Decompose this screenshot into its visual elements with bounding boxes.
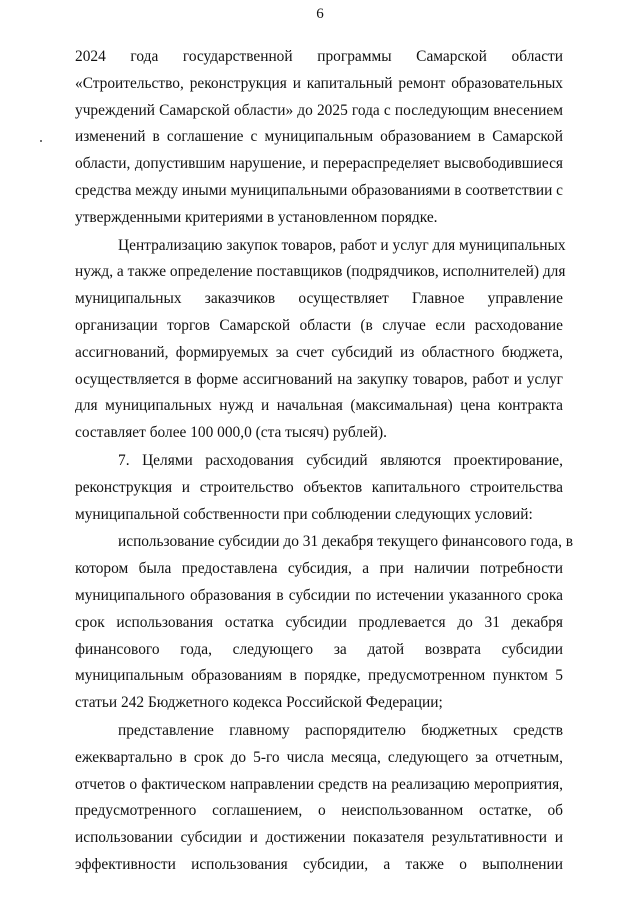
text-line: статьи 242 Бюджетного кодекса Российской Федерации; bbox=[75, 694, 443, 712]
text-line: предусмотренного соглашением, о неиспользованном остатке, об bbox=[75, 802, 563, 820]
text-line: утвержденными критериями в установленном порядке. bbox=[75, 208, 438, 226]
text-line: составляет более 100 000,0 (ста тысяч) рублей). bbox=[75, 424, 388, 442]
text-line: изменений в соглашение с муниципальным образованием в Самарской bbox=[75, 128, 563, 146]
text-line: ассигнований, формируемых за счет субсидий из областного бюджета, bbox=[75, 343, 563, 361]
text-line: для муниципальных нужд и начальная (максимальная) цена контракта bbox=[75, 397, 563, 415]
text-line: отчетов о фактическом направлении средств на реализацию мероприятия, bbox=[75, 775, 563, 793]
text-line: реконструкция и строительство объектов капитального строительства bbox=[75, 478, 563, 496]
margin-dot bbox=[40, 140, 42, 142]
paragraph bbox=[75, 718, 563, 879]
text-line: 7. Целями расходования субсидий являются проектирование, bbox=[118, 451, 563, 469]
text-line: использование субсидии до 31 декабря текущего финансового года, в bbox=[118, 533, 574, 551]
text-line: области, допустившим нарушение, и перераспределяет высвободившиеся bbox=[75, 155, 563, 173]
text-line: средства между иными муниципальными образованиями в соответствии с bbox=[75, 181, 563, 199]
text-line: учреждений Самарской области» до 2025 года с последующим внесением bbox=[75, 101, 563, 119]
text-line: «Строительство, реконструкция и капитальный ремонт образовательных bbox=[75, 74, 563, 92]
text-line: 2024 года государственной программы Самарской области bbox=[75, 48, 563, 65]
text-line: осуществляется в форме ассигнований на закупку товаров, работ и услуг bbox=[75, 370, 563, 388]
text-line: котором была предоставлена субсидия, а при наличии потребности bbox=[75, 560, 563, 578]
text-line: финансового года, следующего за датой возврата субсидии bbox=[75, 640, 563, 658]
text-line: муниципальных заказчиков осуществляет Главное управление bbox=[75, 290, 563, 308]
text-line: муниципального образования в субсидии по истечении указанного срока bbox=[75, 586, 563, 604]
text-line: ежеквартально в срок до 5-го числа месяца, следующего за отчетным, bbox=[75, 748, 563, 766]
paragraph bbox=[75, 233, 566, 447]
text-line: эффективности использования субсидии, а также о выполнении bbox=[75, 855, 563, 873]
paragraph bbox=[75, 44, 563, 232]
text-line: нужд, а также определение поставщиков (подрядчиков, исполнителей) для bbox=[75, 263, 566, 281]
text-line: Централизацию закупок товаров, работ и услуг для муниципальных bbox=[118, 236, 566, 254]
paragraph bbox=[75, 448, 563, 528]
text-line: муниципальной собственности при соблюдении следующих условий: bbox=[75, 505, 533, 523]
paragraph bbox=[75, 529, 574, 717]
text-line: использовании субсидии и достижении показателя результативности и bbox=[75, 829, 563, 847]
text-line: представление главному распорядителю бюджетных средств bbox=[118, 721, 563, 739]
text-line: муниципальным образованиям в порядке, предусмотренном пунктом 5 bbox=[75, 667, 563, 685]
page-number: 6 bbox=[316, 6, 324, 22]
text-line: организации торгов Самарской области (в случае если расходование bbox=[75, 316, 563, 334]
text-line: срок использования остатка субсидии продлевается до 31 декабря bbox=[75, 613, 563, 631]
document-body bbox=[75, 44, 574, 880]
